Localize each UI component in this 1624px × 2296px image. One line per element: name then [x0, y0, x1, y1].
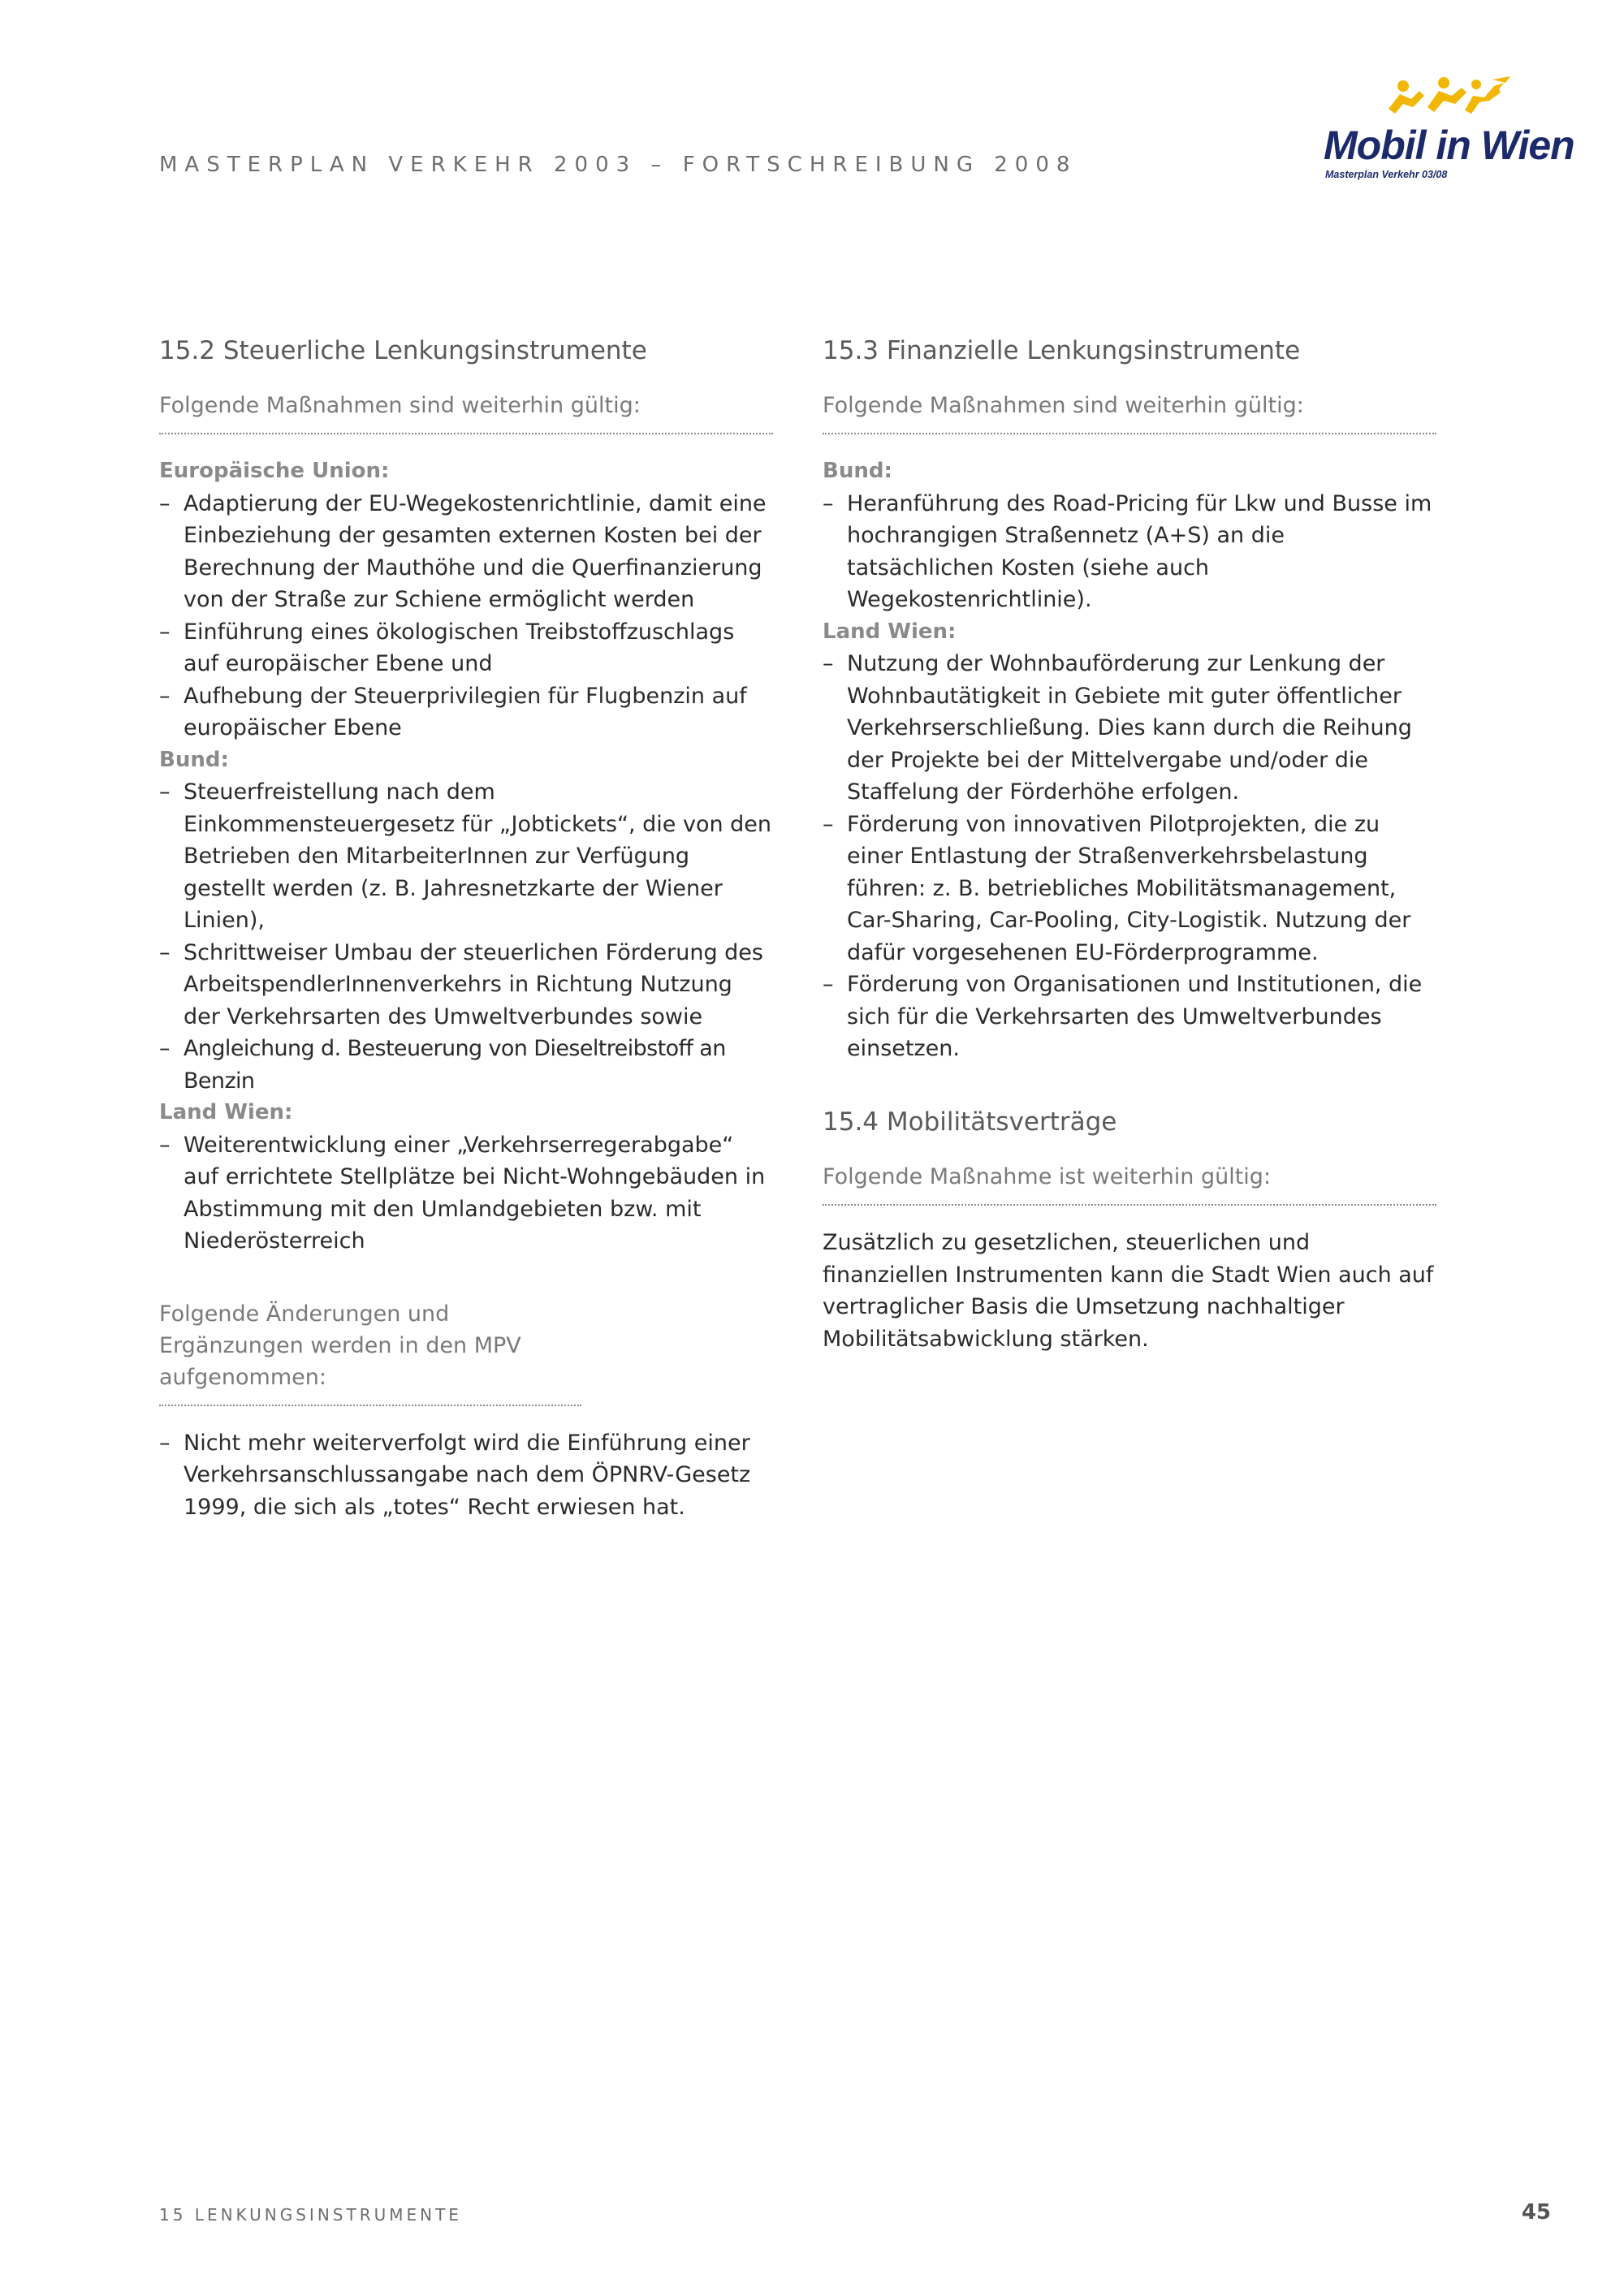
list-item: – Einführung eines ökologischen Treibstoffzuschlags auf europäischer Ebene und: [159, 619, 735, 677]
group-label-land-wien: Land Wien:: [823, 619, 957, 644]
list-item: – Heranführung des Road-Pricing für Lkw und Busse im hochrangigen Straßennetz (A+S) an die tatsächlichen Kosten (siehe auch Wegekostenrichtlinie).: [823, 490, 1432, 613]
footer-chapter: 15 LENKUNGSINSTRUMENTE: [159, 2205, 462, 2225]
section-title-15-3: 15.3 Finanzielle Lenkungsinstrumente: [823, 336, 1301, 365]
group-label-eu: Europäische Union:: [159, 459, 390, 484]
list-item: – Förderung von Organisationen und Institutionen, die sich für die Verkehrsarten des Umweltverbundes einsetzen.: [823, 972, 1423, 1062]
changes-intro: Folgende Änderungen und Ergänzungen werden in den MPV aufgenommen:: [159, 1298, 581, 1406]
list-item: – Förderung von innovativen Pilotprojekten, die zu einer Entlastung der Straßenverkehrsbelastung führen: z. B. betriebliches Mobilitätsmanagement, Car-Sharing, Car-Pooling, City-Logistik. Nutzung der dafür vorgesehenen EU-Förderprogramme.: [823, 811, 1411, 965]
left-column: [159, 334, 773, 1523]
group-label-bund: Bund:: [159, 747, 229, 772]
right-column: [823, 334, 1436, 1355]
page-number: 45: [1521, 2200, 1551, 2225]
section-title-15-2: 15.2 Steuerliche Lenkungsinstrumente: [159, 336, 647, 365]
logo-subtitle: Masterplan Verkehr 03/08: [1325, 169, 1448, 180]
list-item: – Weiterentwicklung einer „Verkehrserregerabgabe“ auf errichtete Stellplätze bei Nicht-Wohngebäuden in Abstimmung mit den Umlandgebieten bzw. mit Niederösterreich: [159, 1132, 766, 1254]
list-item: – Aufhebung der Steuerprivilegien für Flugbenzin auf europäischer Ebene: [159, 683, 747, 741]
list-item: – Nutzung der Wohnbauförderung zur Lenkung der Wohnbautätigkeit in Gebiete mit guter öffentlicher Verkehrserschließung. Dies kann durch die Reihung der Projekte bei der Mittelvergabe und/oder die Staffelung der Förderhöhe erfolgen.: [823, 651, 1412, 805]
mobil-in-wien-logo: [1324, 75, 1574, 188]
logo-wordmark: Mobil in Wien: [1324, 123, 1574, 168]
body-paragraph: Zusätzlich zu gesetzlichen, steuerlichen und finanziellen Instrumenten kann die Stadt Wien auch auf vertraglicher Basis die Umsetzung nachhaltiger Mobilitätsabwicklung stärken.: [823, 1230, 1434, 1352]
list-item: – Adaptierung der EU-Wegekostenrichtlinie, damit eine Einbeziehung der gesamten externen Kosten bei der Berechnung der Mauthöhe und die Querfinanzierung von der Straße zur Schiene ermöglicht werden: [159, 490, 767, 613]
section-intro: Folgende Maßnahmen sind weiterhin gültig:: [823, 390, 1436, 434]
list-item: – Schrittweiser Umbau der steuerlichen Förderung des ArbeitspendlerInnenverkehrs in Richtung Nutzung der Verkehrsarten des Umweltverbundes sowie: [159, 939, 763, 1029]
section-title-15-4: 15.4 Mobilitätsverträge: [823, 1107, 1117, 1137]
list-item: – Nicht mehr weiterverfolgt wird die Einführung einer Verkehrsanschlussangabe nach dem ÖPNRV-Gesetz 1999, die sich als „totes“ Recht erwiesen hat.: [159, 1430, 751, 1520]
section-intro: Folgende Maßnahmen sind weiterhin gültig:: [159, 390, 773, 434]
section-intro: Folgende Maßnahme ist weiterhin gültig:: [823, 1161, 1436, 1206]
group-label-bund: Bund:: [823, 459, 892, 484]
list-item: – Steuerfreistellung nach dem Einkommensteuergesetz für „Jobtickets“, die von den Betrieben den MitarbeiterInnen zur Verfügung gestellt werden (z. B. Jahresnetzkarte der Wiener Linien),: [159, 779, 772, 934]
list-item: – Angleichung d. Besteuerung von Dieseltreibstoff an Benzin: [159, 1036, 726, 1094]
running-header: MASTERPLAN VERKEHR 2003 – FORTSCHREIBUNG 2008: [159, 153, 1078, 177]
group-label-land-wien: Land Wien:: [159, 1100, 293, 1125]
